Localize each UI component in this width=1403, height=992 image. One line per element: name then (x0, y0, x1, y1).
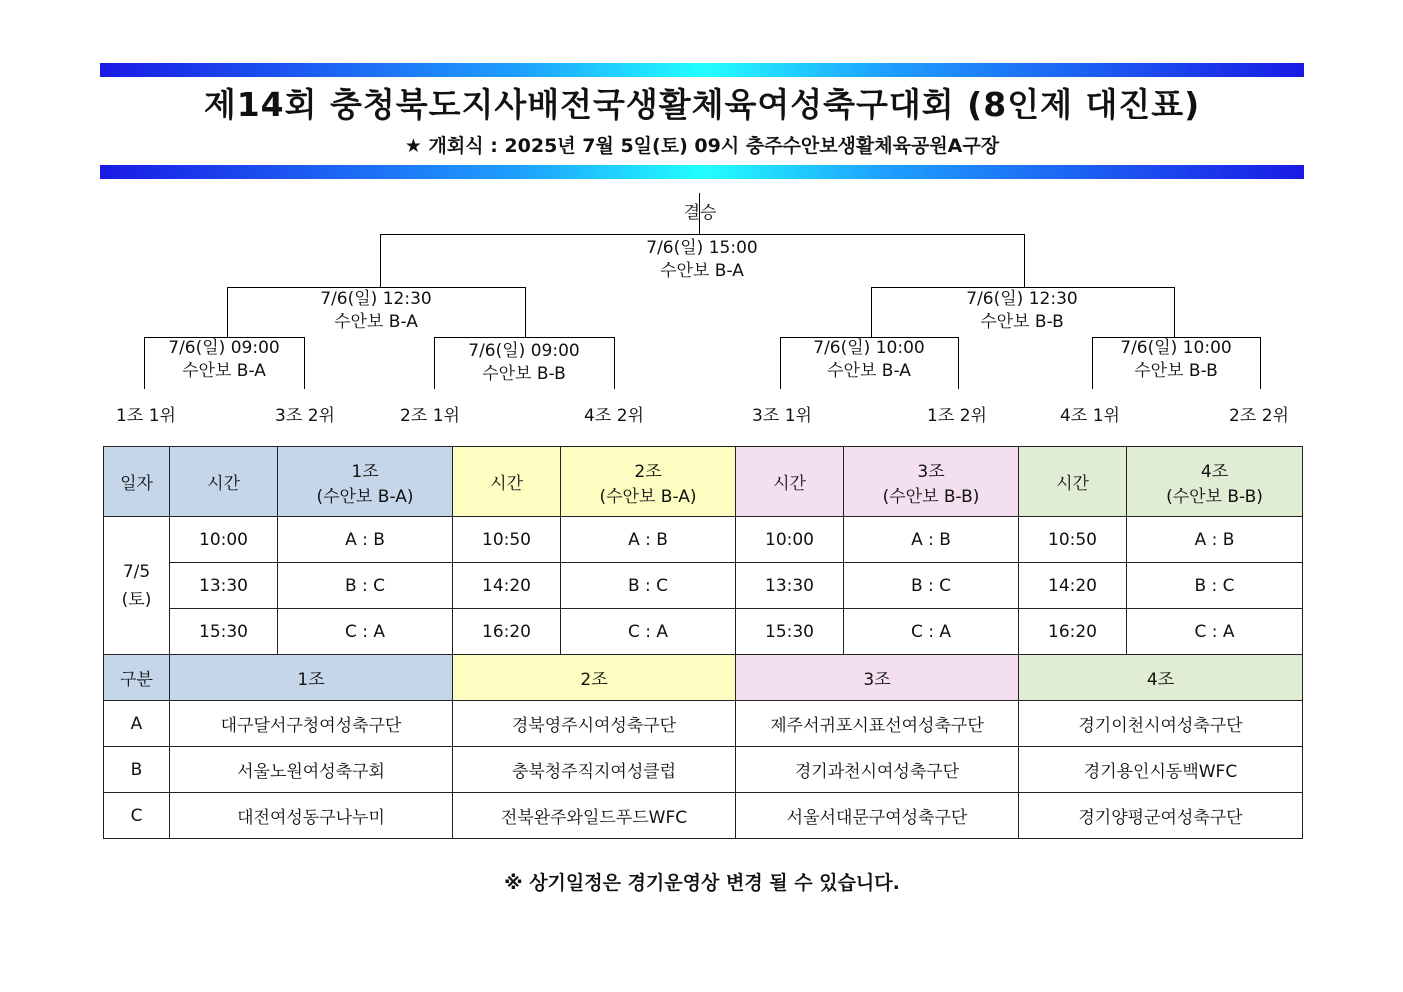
bracket-line (1174, 287, 1175, 338)
team-slot: C (104, 793, 170, 839)
group4-header (1127, 447, 1303, 517)
bracket-line (958, 337, 959, 389)
bracket-team: 1조 1위 (116, 406, 176, 426)
bracket-line (1260, 337, 1261, 389)
match-time: 10:50 (1019, 517, 1127, 563)
team-slot: B (104, 747, 170, 793)
top-color-band (100, 63, 1304, 77)
match-pair: C : A (1127, 609, 1303, 655)
bracket-line (434, 337, 615, 338)
table-row (104, 609, 1303, 655)
team-name: 대구달서구청여성축구단 (170, 701, 453, 747)
group2-header (561, 447, 736, 517)
division-group1: 1조 (170, 655, 453, 701)
bracket-line (227, 287, 228, 338)
bracket-line (614, 337, 615, 389)
division-group2: 2조 (453, 655, 736, 701)
qf2-venue: 수안보 B-B (482, 364, 566, 384)
match-time: 16:20 (453, 609, 561, 655)
qf4-venue: 수안보 B-B (1134, 361, 1218, 381)
team-row (104, 793, 1303, 839)
qf1-venue: 수안보 B-A (182, 361, 266, 381)
group3-venue: (수안보 B-B) (882, 486, 980, 507)
final-time: 7/6(일) 15:00 (646, 238, 758, 258)
bracket-line (380, 234, 1025, 235)
group4-name: 4조 (1200, 461, 1229, 482)
semi-left-time: 7/6(일) 12:30 (320, 289, 432, 309)
match-time: 14:20 (453, 563, 561, 609)
bracket-team: 2조 1위 (400, 406, 460, 426)
match-pair: C : A (844, 609, 1019, 655)
qf2-time: 7/6(일) 09:00 (468, 341, 580, 361)
match-pair: B : C (278, 563, 453, 609)
group4-venue: (수안보 B-B) (1166, 486, 1263, 507)
match-time: 10:00 (170, 517, 278, 563)
group3-name: 3조 (917, 461, 945, 482)
time-header: 시간 (453, 447, 561, 517)
semi-left-venue: 수안보 B-A (334, 312, 418, 332)
team-name: 대전여성동구나누미 (170, 793, 453, 839)
match-pair: B : C (561, 563, 736, 609)
team-name: 경기과천시여성축구단 (736, 747, 1019, 793)
match-date-cell (104, 517, 170, 655)
group2-name: 2조 (634, 461, 662, 482)
team-name: 서울노원여성축구회 (170, 747, 453, 793)
team-name: 경기양평군여성축구단 (1019, 793, 1303, 839)
final-label: 결승 (683, 203, 717, 223)
team-row (104, 747, 1303, 793)
qf3-time: 7/6(일) 10:00 (813, 338, 925, 358)
semi-right-venue: 수안보 B-B (980, 312, 1064, 332)
group1-name: 1조 (351, 461, 379, 482)
bracket-team: 1조 2위 (927, 406, 987, 426)
table-row (104, 563, 1303, 609)
group2-venue: (수안보 B-A) (599, 486, 697, 507)
semi-right-time: 7/6(일) 12:30 (966, 289, 1078, 309)
team-name: 제주서귀포시표선여성축구단 (736, 701, 1019, 747)
match-time: 10:50 (453, 517, 561, 563)
bracket-team: 2조 2위 (1229, 406, 1289, 426)
team-name: 경기용인시동백WFC (1019, 747, 1303, 793)
match-pair: C : A (561, 609, 736, 655)
bracket-team: 4조 2위 (584, 406, 644, 426)
match-day: (토) (121, 589, 152, 610)
division-header: 구분 (104, 655, 170, 701)
time-header: 시간 (1019, 447, 1127, 517)
match-time: 13:30 (170, 563, 278, 609)
opening-ceremony-info: ★ 개회식 : 2025년 7월 5일(토) 09시 충주수안보생활체육공원A구장 (404, 135, 1000, 157)
bracket-line (525, 287, 526, 338)
tournament-bracket (0, 185, 1403, 435)
match-pair: B : C (844, 563, 1019, 609)
match-pair: B : C (1127, 563, 1303, 609)
page-title: 제14회 충청북도지사배전국생활체육여성축구대회 (8인제 대진표) (203, 85, 1201, 124)
division-group4: 4조 (1019, 655, 1303, 701)
qf3-venue: 수안보 B-A (827, 361, 911, 381)
schedule-change-note: ※ 상기일정은 경기운영상 변경 될 수 있습니다. (504, 872, 900, 894)
match-time: 15:30 (170, 609, 278, 655)
match-time: 10:00 (736, 517, 844, 563)
bracket-team: 3조 2위 (275, 406, 335, 426)
bracket-line (380, 234, 381, 287)
date-header: 일자 (104, 447, 170, 517)
time-header: 시간 (170, 447, 278, 517)
division-header-row (104, 655, 1303, 701)
bracket-line (1024, 234, 1025, 287)
bracket-line (871, 287, 872, 338)
match-time: 15:30 (736, 609, 844, 655)
division-group3: 3조 (736, 655, 1019, 701)
qf4-time: 7/6(일) 10:00 (1120, 338, 1232, 358)
table-row (104, 517, 1303, 563)
team-name: 충북청주직지여성클럽 (453, 747, 736, 793)
time-header: 시간 (736, 447, 844, 517)
bottom-color-band (100, 165, 1304, 179)
match-time: 13:30 (736, 563, 844, 609)
group1-header (278, 447, 453, 517)
qf1-time: 7/6(일) 09:00 (168, 338, 280, 358)
team-slot: A (104, 701, 170, 747)
match-pair: C : A (278, 609, 453, 655)
bracket-line (304, 337, 305, 389)
team-name: 경기이천시여성축구단 (1019, 701, 1303, 747)
team-name: 경북영주시여성축구단 (453, 701, 736, 747)
group-schedule-table (103, 446, 1303, 839)
match-time: 16:20 (1019, 609, 1127, 655)
group3-header (844, 447, 1019, 517)
match-pair: A : B (278, 517, 453, 563)
final-venue: 수안보 B-A (660, 261, 744, 281)
match-pair: A : B (844, 517, 1019, 563)
group1-venue: (수안보 B-A) (316, 486, 414, 507)
schedule-header-row (104, 447, 1303, 517)
bracket-team: 4조 1위 (1060, 406, 1120, 426)
bracket-team: 3조 1위 (752, 406, 812, 426)
team-name: 서울서대문구여성축구단 (736, 793, 1019, 839)
match-time: 14:20 (1019, 563, 1127, 609)
match-date: 7/5 (122, 561, 151, 582)
match-pair: A : B (1127, 517, 1303, 563)
team-name: 전북완주와일드푸드WFC (453, 793, 736, 839)
team-row (104, 701, 1303, 747)
match-pair: A : B (561, 517, 736, 563)
